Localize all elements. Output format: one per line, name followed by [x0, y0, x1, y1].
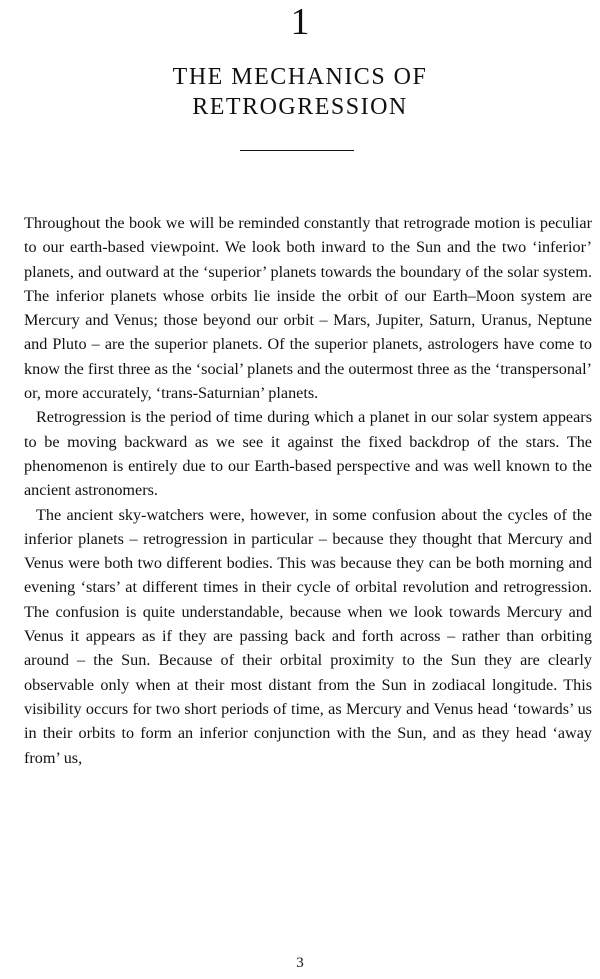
- chapter-number: 1: [290, 1, 310, 43]
- paragraph-1: Throughout the book we will be reminded constantly that retrograde motion is peculiar to our earth-based viewpoint. We look both inward to the Sun and the two ‘inferior’ planets, and outward at the ‘superior’ planets towards the boundary of the solar system. The inferior planets whose orbits lie inside the orbit of our Earth–Moon system are Mercury and Venus; those beyond our orbit – Mars, Jupiter, Saturn, Uranus, Neptune and Pluto – are the superior planets. Of the superior planets, astrologers have come to know the first three as the ‘social’ planets and the outermost three as the ‘transpersonal’ or, more accurately, ‘trans-Saturnian’ planets.: [24, 214, 592, 403]
- chapter-title: [0, 62, 600, 122]
- chapter-title-line-1: THE MECHANICS OF: [172, 64, 428, 90]
- paragraph-2: Retrogression is the period of time during which a planet in our solar system appears to be moving backward as we see it against the fixed backdrop of the stars. The phenomenon is entirely due to our Earth-based perspective and was well known to the ancient astronomers.: [24, 408, 592, 500]
- page-number: 3: [296, 955, 304, 971]
- title-rule: [240, 150, 354, 151]
- chapter-title-line-2: RETROGRESSION: [192, 94, 408, 120]
- paragraph-3: The ancient sky-watchers were, however, in some confusion about the cycles of the inferior planets – retrogression in particular – because they thought that Mercury and Venus were both two different bodies. This was because they can be both morning and evening ‘stars’ at different times in their cycle of orbital revolution and retrogression. The confusion is quite understandable, because when we look towards Mercury and Venus it appears as if they are passing back and forth across – rather than orbiting around – the Sun. Because of their orbital proximity to the Sun they are clearly observable only when at their most distant from the Sun in zodiacal longitude. This visibility occurs for two short periods of time, as Mercury and Venus head ‘towards’ us in their orbits to form an inferior conjunction with the Sun, and as they head ‘away from’ us,: [24, 505, 592, 767]
- body-text: [24, 211, 592, 770]
